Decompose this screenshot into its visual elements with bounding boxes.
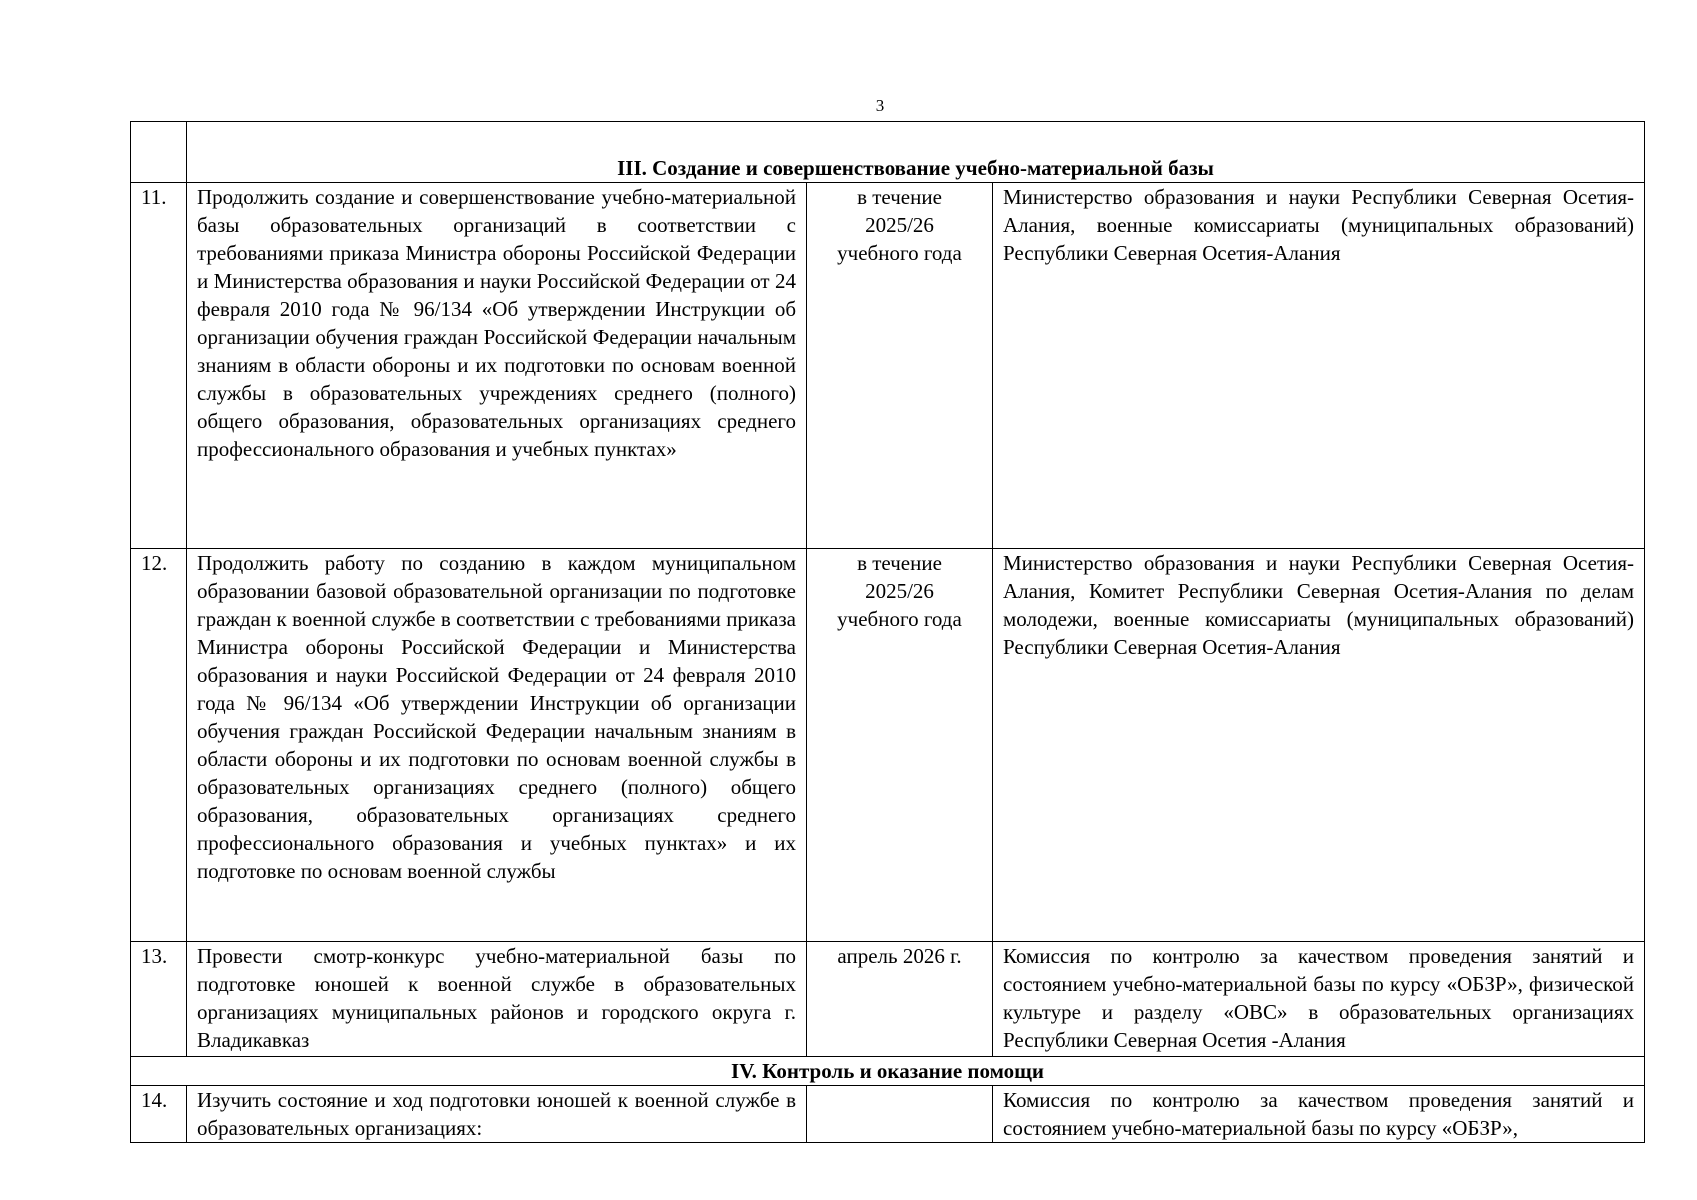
row-description: Изучить состояние и ход подготовки юношей к военной службе в образовательных организациях: (187, 1086, 807, 1143)
term-line: апрель 2026 г. (837, 944, 962, 968)
row-number: 14. (131, 1086, 187, 1143)
row-number: 13. (131, 942, 187, 1057)
term-line: в течение (857, 551, 942, 575)
row-term (807, 183, 993, 549)
table-row (131, 1086, 1645, 1143)
row-responsible: Министерство образования и науки Республики Северная Осетия-Алания, военные комиссариаты (муниципальных образований) Республики Северная Осетия-Алания (993, 183, 1645, 549)
row-responsible: Министерство образования и науки Республики Северная Осетия-Алания, Комитет Республики Северная Осетия-Алания по делам молодежи, военные комиссариаты (муниципальных образований) Республики Северная Осетия-Алания (993, 549, 1645, 942)
section-row-3 (131, 122, 1645, 183)
section-number-cell (131, 122, 187, 183)
row-description: Продолжить создание и совершенствование учебно-материальной базы образовательных организаций в соответствии с требованиями приказа Министра обороны Российской Федерации и Министерства образования и науки Российской Федерации от 24 февраля 2010 года № 96/134 «Об утверждении Инструкции об организации обучения граждан Российской Федерации начальным знаниям в области обороны и их подготовки по основам военной службы в образовательных учреждениях среднего (полного) общего образования, образовательных организациях среднего профессионального образования и учебных пунктах» (187, 183, 807, 549)
row-description: Провести смотр-конкурс учебно-материальной базы по подготовке юношей к военной службе в образовательных организациях муниципальных районов и городского округа г. Владикавказ (187, 942, 807, 1057)
term-line: учебного года (837, 607, 962, 631)
row-responsible: Комиссия по контролю за качеством проведения занятий и состоянием учебно-материальной базы по курсу «ОБЗР», (993, 1086, 1645, 1143)
section-title: IV. Контроль и оказание помощи (131, 1057, 1645, 1086)
row-description: Продолжить работу по созданию в каждом муниципальном образовании базовой образовательной организации по подготовке граждан к военной службе в соответствии с требованиями приказа Министра обороны Российской Федерации и Министерства образования и науки Российской Федерации от 24 февраля 2010 года № 96/134 «Об утверждении Инструкции об организации обучения граждан Российской Федерации начальным знаниям в области обороны и их подготовки по основам военной службы в образовательных организациях среднего (полного) общего образования, образовательных организациях среднего профессионального образования и учебных пунктах» и их подготовке по основам военной службы (187, 549, 807, 942)
row-number: 11. (131, 183, 187, 549)
table-row (131, 183, 1645, 549)
row-term (807, 549, 993, 942)
term-line: учебного года (837, 241, 962, 265)
term-line: 2025/26 (865, 213, 934, 237)
row-number: 12. (131, 549, 187, 942)
plan-table (130, 121, 1645, 1143)
row-term (807, 942, 993, 1057)
row-term (807, 1086, 993, 1143)
page-number: 3 (875, 96, 885, 115)
section-title: III. Создание и совершенствование учебно-материальной базы (187, 122, 1645, 183)
table-row (131, 942, 1645, 1057)
row-responsible: Комиссия по контролю за качеством проведения занятий и состоянием учебно-материальной базы по курсу «ОБЗР», физической культуре и разделу «ОВС» в образовательных организациях Республики Северная Осетия -Алания (993, 942, 1645, 1057)
term-line: в течение (857, 185, 942, 209)
table-row (131, 549, 1645, 942)
term-line: 2025/26 (865, 579, 934, 603)
section-row-4 (131, 1057, 1645, 1086)
